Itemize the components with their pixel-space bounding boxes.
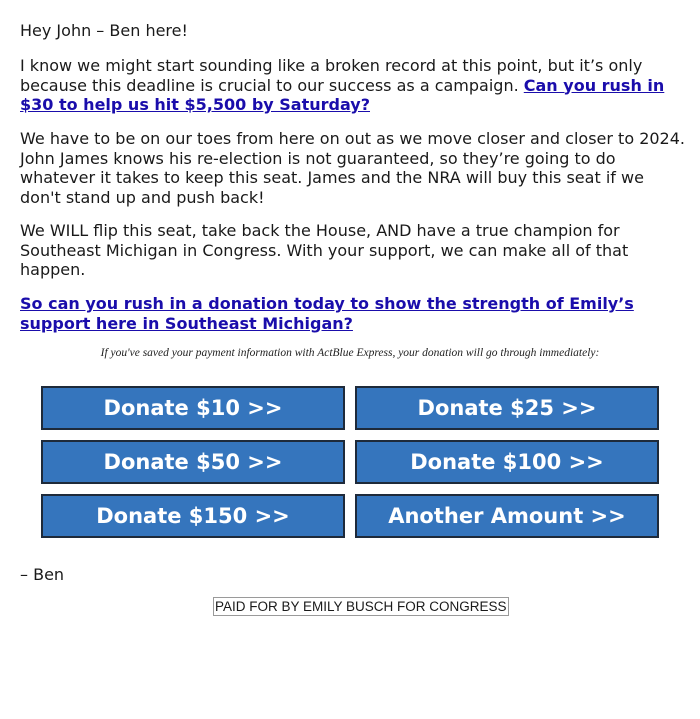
donate-10-button[interactable]: Donate $10 >>: [41, 386, 345, 430]
rush-30-link[interactable]: Can you rush in $30 to help us hit $5,500 by Saturday?: [20, 75, 665, 114]
donation-cta-link[interactable]: So can you rush in a donation today to show the strength of Emily’s support here in Southeast Michigan?: [20, 294, 634, 333]
intro-paragraph: [20, 56, 685, 115]
intro-text: I know we might start sounding like a broken record at this point, but it’s only because this deadline is crucial to our success as a campaign.: [20, 56, 643, 95]
actblue-note: If you've saved your payment information with ActBlue Express, your donation will go through immediately:: [100, 347, 600, 359]
donate-50-button[interactable]: Donate $50 >>: [41, 440, 345, 484]
signoff: – Ben: [20, 565, 65, 584]
donate-100-button[interactable]: Donate $100 >>: [355, 440, 659, 484]
another-amount-button[interactable]: Another Amount >>: [355, 494, 659, 538]
donate-25-button[interactable]: Donate $25 >>: [355, 386, 659, 430]
flip-seat-paragraph: We WILL flip this seat, take back the House, AND have a true champion for Southeast Michigan in Congress. With your support, we can make all of that happen.: [20, 221, 629, 279]
cta-paragraph: [20, 294, 685, 333]
donate-150-button[interactable]: Donate $150 >>: [41, 494, 345, 538]
urgency-paragraph: We have to be on our toes from here on out as we move closer and closer to 2024. John James knows his re-election is not guaranteed, so they’re going to do whatever it takes to keep this seat. James and the NRA will buy this seat if we don't stand up and push back!: [20, 129, 685, 207]
paid-for-disclaimer: PAID FOR BY EMILY BUSCH FOR CONGRESS: [215, 599, 507, 614]
greeting: Hey John – Ben here!: [20, 21, 188, 40]
